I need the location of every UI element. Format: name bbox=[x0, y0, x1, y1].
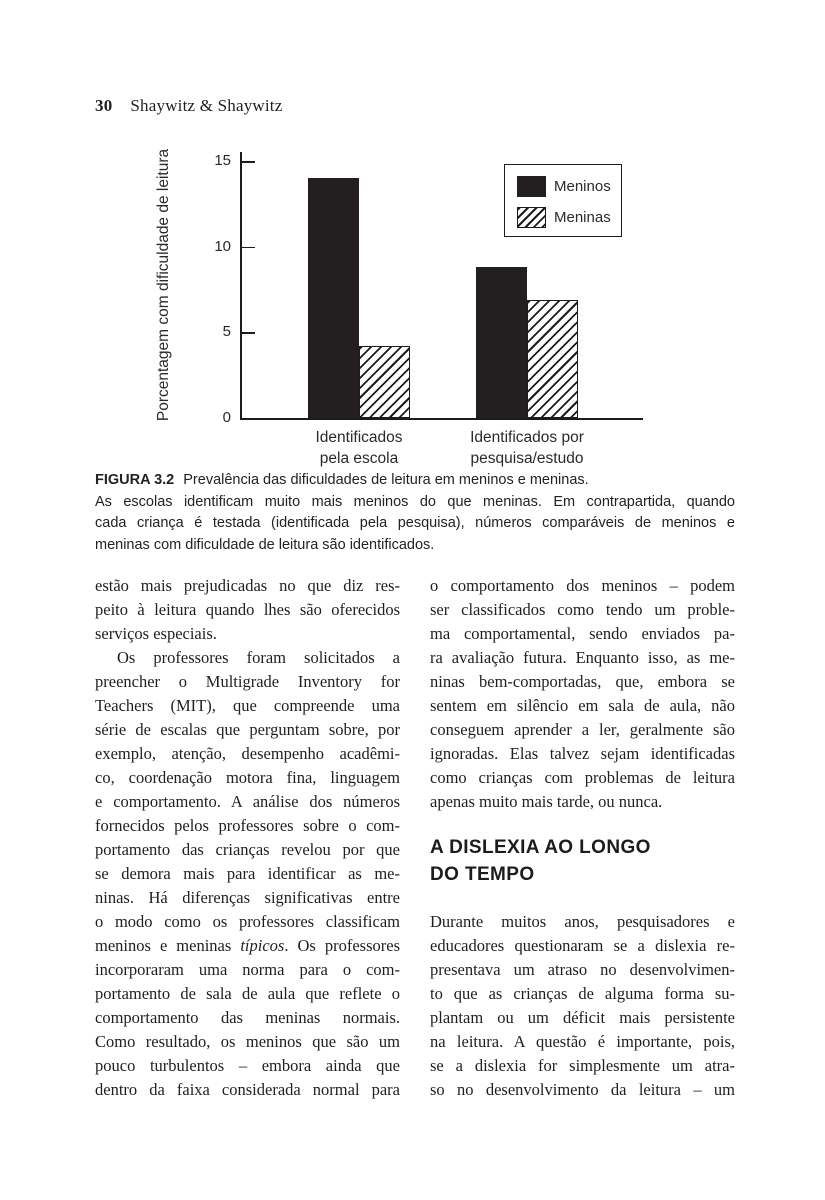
column-right-paragraphs bbox=[430, 574, 735, 814]
section-heading-line: A DISLEXIA AO LONGO bbox=[430, 837, 651, 858]
page-header bbox=[95, 96, 282, 116]
text-line: e comportamento. A análise dos números bbox=[95, 792, 400, 811]
legend-label-meninas: Meninas bbox=[554, 209, 611, 226]
text-run: . Os professores bbox=[284, 936, 400, 955]
text-bold: FIGURA 3.2 bbox=[95, 472, 175, 488]
tick-label-10: 10 bbox=[214, 237, 231, 255]
text-line: comportamento das meninas normais. bbox=[95, 1008, 400, 1027]
text-line: o comportamento dos meninos – podem bbox=[430, 576, 735, 595]
text-line: ra avaliação futura. Enquanto isso, as me- bbox=[430, 648, 735, 667]
text-line: co, coordenação motora fina, linguagem bbox=[95, 768, 400, 787]
column-right bbox=[430, 574, 735, 1102]
caption-line: As escolas identificam muito mais meninos do que meninas. Em contrapartida, quando bbox=[95, 493, 735, 510]
text-line: incorporaram uma norma para o com- bbox=[95, 960, 400, 979]
caption-line: cada criança é testada (identificada pela pesquisa), números comparáveis de meninos e bbox=[95, 515, 735, 531]
bar-meninas-group1 bbox=[359, 346, 410, 418]
section-heading bbox=[430, 834, 735, 888]
text-line: fornecidos pelos professores sobre o com- bbox=[95, 816, 400, 835]
text-line bbox=[95, 934, 400, 958]
text-line: conseguem aprender a ler, geralmente são bbox=[430, 720, 735, 739]
text-italic: típicos bbox=[240, 936, 285, 955]
text-line: plantam ou um déficit mais persistente bbox=[430, 1008, 735, 1027]
text-run: meninos e meninas bbox=[95, 936, 241, 955]
text-line: educadores questionaram se a dislexia re- bbox=[430, 936, 735, 955]
bar-meninos-group2 bbox=[476, 267, 527, 418]
text-line: ignoradas. Elas talvez sejam identificadas bbox=[430, 744, 735, 763]
text-line: portamento das crianças revelou por que bbox=[95, 840, 400, 859]
text-line: Durante muitos anos, pesquisadores e bbox=[430, 912, 735, 931]
text-line: se demora mais para identificar as me- bbox=[95, 864, 400, 883]
caption-line: meninas com dificuldade de leitura são identificados. bbox=[95, 536, 435, 553]
text-line: portamento de sala de aula que reflete o bbox=[95, 984, 400, 1003]
category-label-line: pela escola bbox=[319, 450, 399, 467]
column-left bbox=[95, 574, 400, 1102]
y-axis-label: Porcentagem com dificuldade de leitura bbox=[155, 148, 172, 422]
text-line: Como resultado, os meninos que são um bbox=[95, 1032, 400, 1051]
text-line: na leitura. A questão é importante, pois, bbox=[430, 1032, 735, 1051]
legend-swatch-meninos bbox=[517, 176, 546, 197]
text-line: to que as crianças de alguma forma su- bbox=[430, 984, 735, 1003]
text-line: se a dislexia for simplesmente um atra- bbox=[430, 1056, 735, 1075]
text-line: presentava um atraso no desenvolvimen- bbox=[430, 960, 735, 979]
running-head: Shaywitz & Shaywitz bbox=[130, 96, 283, 115]
text-line: ninas bem-comportadas, que, embora se bbox=[430, 672, 735, 691]
category-label-line: Identificados por bbox=[470, 429, 584, 446]
tick-label-5: 5 bbox=[222, 323, 231, 341]
figure-caption bbox=[95, 470, 735, 556]
text-line: série de escalas que perguntam sobre, por bbox=[95, 720, 400, 739]
legend-box bbox=[504, 164, 622, 237]
text-run: Prevalência das dificuldades de leitura em meninos e meninas. bbox=[179, 472, 589, 488]
text-line: ser classificados como tendo um proble- bbox=[430, 600, 735, 619]
x-axis-line bbox=[240, 418, 643, 420]
tick-label-0: 0 bbox=[222, 409, 231, 426]
text-line: peito à leitura quando lhes são oferecidos bbox=[95, 600, 400, 619]
text-line: dentro da faixa considerada normal para bbox=[95, 1080, 400, 1099]
section-heading-line: DO TEMPO bbox=[430, 864, 535, 885]
bar-meninas-group2 bbox=[527, 300, 578, 418]
text-line: o modo como os professores classificam bbox=[95, 912, 400, 931]
column-right-paragraphs bbox=[430, 910, 735, 1102]
bar-meninos-group1 bbox=[308, 178, 359, 418]
text-line: pouco turbulentos – embora ainda que bbox=[95, 1056, 400, 1075]
text-line: estão mais prejudicadas no que diz res- bbox=[95, 576, 400, 595]
text-line: exemplo, atenção, desempenho acadêmi- bbox=[95, 744, 400, 763]
text-line: Teachers (MIT), que compreende uma bbox=[95, 696, 400, 715]
text-line: serviços especiais. bbox=[95, 624, 217, 643]
tick-mark-5 bbox=[240, 332, 255, 334]
caption-line bbox=[95, 470, 735, 492]
category-label-line: pesquisa/estudo bbox=[470, 450, 584, 467]
legend-swatch-meninas bbox=[517, 207, 546, 228]
figure-bar-chart bbox=[145, 138, 705, 468]
text-line: apenas muito mais tarde, ou nunca. bbox=[430, 792, 663, 811]
legend-label-meninos: Meninos bbox=[554, 178, 611, 195]
text-line: ninas. Há diferenças significativas entre bbox=[95, 888, 400, 907]
text-line: Os professores foram solicitados a bbox=[117, 648, 400, 667]
page-number: 30 bbox=[95, 96, 113, 115]
y-axis-line bbox=[240, 152, 242, 419]
text-line: so no desenvolvimento da leitura – um bbox=[430, 1080, 735, 1099]
tick-mark-10 bbox=[240, 247, 255, 249]
tick-label-15: 15 bbox=[214, 152, 231, 169]
text-line: como crianças com problemas de leitura bbox=[430, 768, 735, 787]
category-label-line: Identificados bbox=[315, 429, 403, 446]
text-line: sentem em silêncio em sala de aula, não bbox=[430, 696, 735, 715]
tick-mark-15 bbox=[240, 161, 255, 163]
text-line: preencher o Multigrade Inventory for bbox=[95, 672, 400, 691]
text-line: ma comportamental, sendo enviados pa- bbox=[430, 624, 735, 643]
category-label-pesquisa bbox=[417, 427, 637, 469]
body-columns bbox=[95, 574, 735, 1102]
